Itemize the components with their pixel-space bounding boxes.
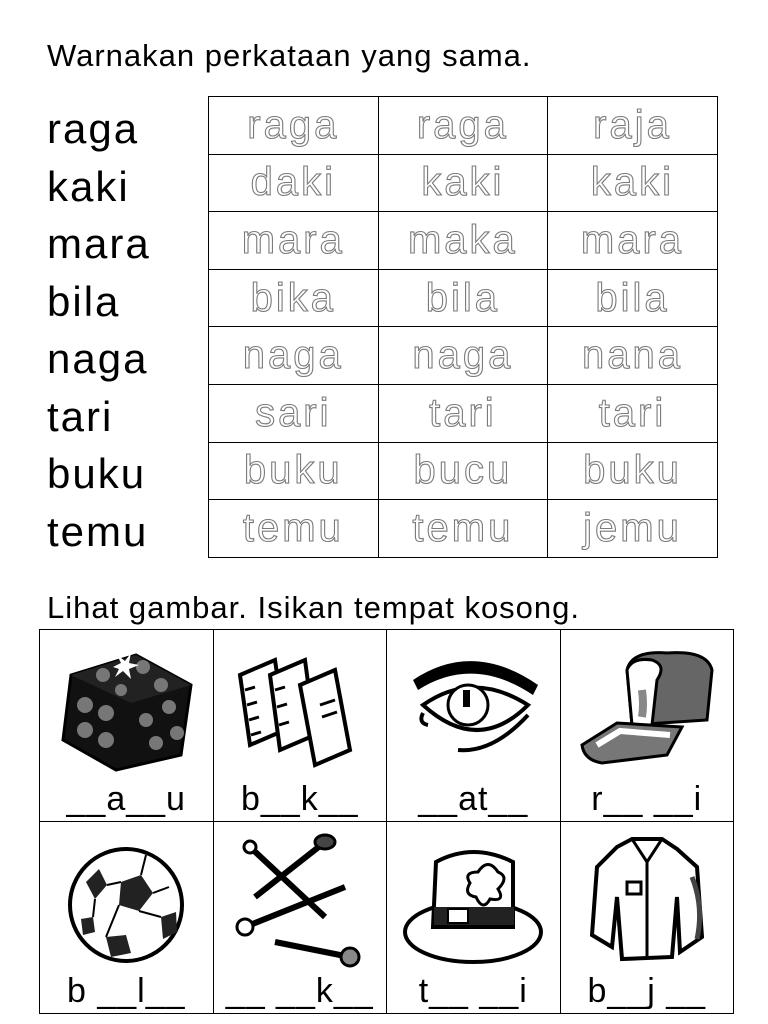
match-row — [209, 154, 718, 212]
picture-row — [40, 822, 734, 1014]
option-cell[interactable] — [548, 269, 718, 327]
target-word: raga — [47, 105, 140, 152]
outline-word: tari — [429, 390, 497, 435]
outline-word: jemu — [583, 505, 682, 550]
outline-word: bika — [250, 275, 336, 320]
option-cell[interactable] — [209, 384, 379, 442]
option-cell[interactable] — [378, 269, 548, 327]
option-cell[interactable] — [378, 154, 548, 212]
target-word: bila — [47, 277, 121, 325]
picture-row — [40, 630, 734, 822]
outline-word: buku — [583, 448, 682, 493]
outline-word: mara — [580, 217, 685, 262]
option-cell[interactable] — [209, 442, 379, 500]
outline-word: mara — [241, 217, 345, 262]
option-cell[interactable] — [548, 384, 718, 442]
fill-blank-answer[interactable]: r__ __i — [591, 780, 703, 818]
outline-word: nana — [581, 333, 683, 378]
option-cell[interactable] — [378, 384, 548, 442]
fill-instruction: Lihat gambar. Isikan tempat kosong. — [47, 590, 581, 625]
option-cell[interactable] — [548, 500, 718, 558]
option-cell[interactable] — [548, 442, 718, 500]
match-row — [209, 212, 718, 270]
option-cell[interactable] — [209, 154, 379, 212]
ball-icon — [40, 822, 213, 982]
target-word: buku — [47, 450, 147, 497]
fill-blank-answer[interactable]: __at__ — [418, 780, 529, 818]
picture-cell — [560, 630, 734, 822]
option-cell[interactable] — [548, 212, 718, 270]
outline-word: raja — [593, 102, 672, 147]
outline-word: sari — [255, 390, 332, 435]
outline-word: bila — [595, 275, 670, 320]
match-instruction: Warnakan perkataan yang sama. — [47, 38, 532, 73]
option-cell[interactable] — [378, 212, 548, 270]
option-cell[interactable] — [378, 327, 548, 385]
option-cell[interactable] — [378, 442, 548, 500]
match-row — [209, 384, 718, 442]
outline-word: naga — [412, 333, 514, 378]
outline-word: temu — [242, 505, 344, 550]
target-word-list — [47, 100, 151, 560]
dice-icon — [40, 630, 213, 790]
option-cell[interactable] — [378, 97, 548, 155]
target-word: kaki — [47, 162, 130, 210]
outline-word: bila — [425, 275, 501, 320]
picture-cell — [40, 822, 214, 1014]
match-row — [209, 442, 718, 500]
outline-word: maka — [407, 217, 518, 262]
hat-icon — [387, 822, 560, 982]
match-row — [209, 500, 718, 558]
option-cell[interactable] — [548, 327, 718, 385]
outline-word: buku — [243, 448, 343, 493]
option-cell[interactable] — [209, 327, 379, 385]
outline-word: daki — [250, 160, 336, 205]
books-icon — [214, 630, 387, 790]
picture-cell — [213, 822, 387, 1014]
outline-word: kaki — [421, 160, 505, 205]
target-word: mara — [47, 220, 151, 267]
fill-blank-answer[interactable]: b __l__ — [66, 972, 186, 1010]
match-row — [209, 269, 718, 327]
match-row — [209, 327, 718, 385]
outline-word: bucu — [413, 448, 513, 493]
word-match-table — [208, 96, 718, 558]
target-word: tari — [47, 392, 114, 440]
picture-cell — [40, 630, 214, 822]
option-cell[interactable] — [378, 500, 548, 558]
fill-blank-answer[interactable]: __a__u — [66, 780, 186, 818]
nails-icon — [214, 822, 387, 982]
option-cell[interactable] — [209, 500, 379, 558]
fill-blank-answer[interactable]: b__k__ — [240, 780, 359, 818]
shirt-icon — [561, 822, 734, 982]
eye-icon — [387, 630, 560, 790]
outline-word: raga — [247, 102, 340, 147]
match-row — [209, 97, 718, 155]
option-cell[interactable] — [209, 97, 379, 155]
outline-word: naga — [242, 333, 344, 378]
picture-cell — [560, 822, 734, 1014]
target-word: temu — [47, 507, 149, 555]
outline-word: kaki — [590, 160, 675, 205]
fill-blank-answer[interactable]: t__ __i — [418, 972, 528, 1010]
bread-icon — [561, 630, 734, 790]
fill-blank-answer[interactable]: __ __k__ — [225, 972, 374, 1010]
option-cell[interactable] — [548, 97, 718, 155]
option-cell[interactable] — [548, 154, 718, 212]
outline-word: tari — [598, 390, 667, 435]
picture-fill-table — [39, 629, 734, 1014]
option-cell[interactable] — [209, 212, 379, 270]
outline-word: temu — [412, 505, 514, 550]
outline-word: raga — [416, 102, 509, 147]
fill-blank-answer[interactable]: b__j __ — [587, 972, 707, 1010]
target-word: naga — [47, 335, 149, 382]
picture-cell — [387, 822, 561, 1014]
picture-cell — [387, 630, 561, 822]
picture-cell — [213, 630, 387, 822]
option-cell[interactable] — [209, 269, 379, 327]
